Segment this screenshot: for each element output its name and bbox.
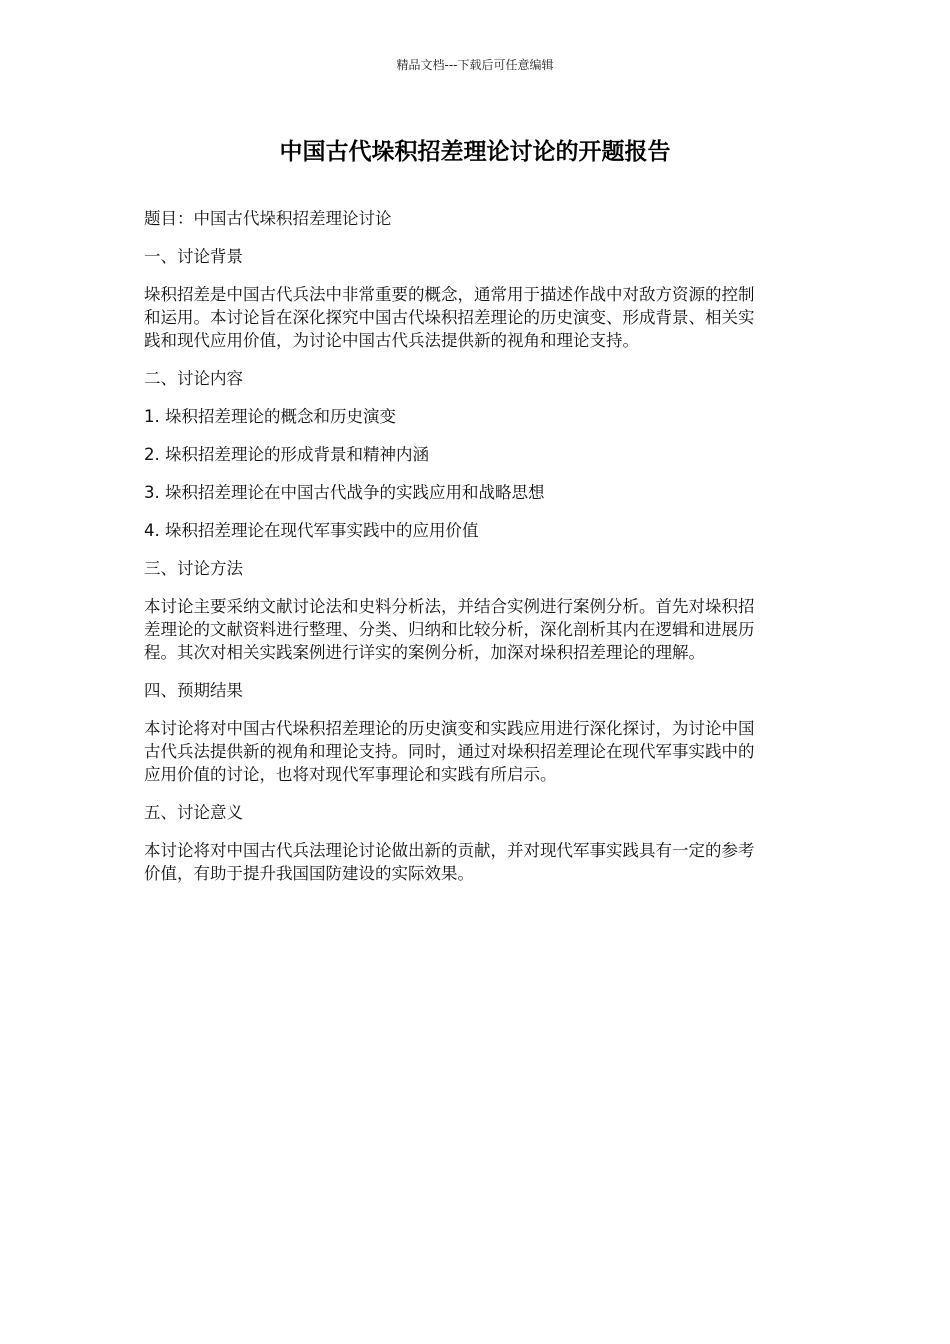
expected-paragraph	[144, 717, 799, 786]
paragraph-line: 本讨论将对中国古代垛积招差理论的历史演变和实践应用进行深化探讨，为讨论中国	[144, 719, 755, 738]
page-header: 精品文档---下载后可任意编辑	[396, 58, 554, 72]
content-list-item: 1. 垛积招差理论的概念和历史演变	[144, 407, 396, 426]
paragraph-line: 垛积招差是中国古代兵法中非常重要的概念，通常用于描述作战中对敌方资源的控制	[144, 285, 755, 304]
paragraph-line: 本讨论主要采纳文献讨论法和史料分析法，并结合实例进行案例分析。首先对垛积招	[144, 597, 755, 616]
document-title: 中国古代垛积招差理论讨论的开题报告	[279, 139, 671, 165]
paragraph-line: 本讨论将对中国古代兵法理论讨论做出新的贡献，并对现代军事实践具有一定的参考	[144, 841, 755, 860]
background-paragraph	[144, 283, 799, 352]
paragraph-line: 践和现代应用价值，为讨论中国古代兵法提供新的视角和理论支持。	[144, 331, 639, 350]
content-list-item: 4. 垛积招差理论在现代军事实践中的应用价值	[144, 521, 479, 540]
topic-line: 题目：中国古代垛积招差理论讨论	[144, 209, 392, 228]
content-list-item: 2. 垛积招差理论的形成背景和精神内涵	[144, 445, 429, 464]
method-paragraph	[144, 595, 799, 664]
paragraph-line: 程。其次对相关实践案例进行详实的案例分析，加深对垛积招差理论的理解。	[144, 643, 705, 662]
paragraph-line: 古代兵法提供新的视角和理论支持。同时，通过对垛积招差理论在现代军事实践中的	[144, 742, 755, 761]
paragraph-line: 价值，有助于提升我国国防建设的实际效果。	[144, 864, 474, 883]
paragraph-line: 和运用。本讨论旨在深化探究中国古代垛积招差理论的历史演变、形成背景、相关实	[144, 308, 755, 327]
section-heading-expected: 四、预期结果	[144, 681, 243, 700]
section-heading-content: 二、讨论内容	[144, 369, 243, 388]
content-list-item: 3. 垛积招差理论在中国古代战争的实践应用和战略思想	[144, 483, 545, 502]
section-heading-method: 三、讨论方法	[144, 559, 243, 578]
section-heading-background: 一、讨论背景	[144, 247, 243, 266]
paragraph-line: 应用价值的讨论，也将对现代军事理论和实践有所启示。	[144, 765, 557, 784]
document-body	[144, 207, 799, 900]
paragraph-line: 差理论的文献资料进行整理、分类、归纳和比较分析，深化剖析其内在逻辑和进展历	[144, 620, 755, 639]
significance-paragraph	[144, 839, 799, 885]
section-heading-significance: 五、讨论意义	[144, 803, 243, 822]
